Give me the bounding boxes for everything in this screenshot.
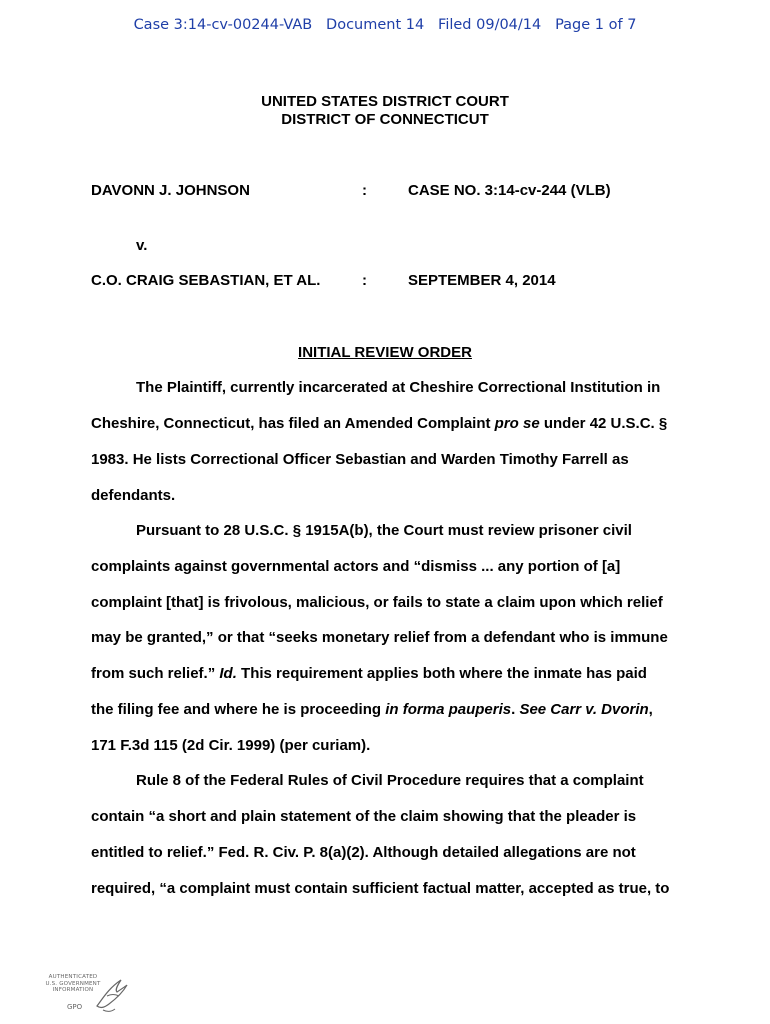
body-line: The Plaintiff, currently incarcerated at Cheshire Correctional Institution in bbox=[136, 379, 661, 396]
versus: v. bbox=[136, 237, 148, 254]
body-line: 171 F.3d 115 (2d Cir. 1999) (per curiam). bbox=[91, 737, 371, 754]
gpo-authentication-seal bbox=[43, 974, 133, 1018]
italic-term: pro se bbox=[494, 415, 540, 432]
body-text: the filing fee and where he is proceeding bbox=[91, 701, 386, 718]
case-header-stamp: Case 3:14-cv-00244-VAB Document 14 Filed 09/04/14 Page 1 of 7 bbox=[133, 17, 637, 33]
body-text: from such relief.” bbox=[91, 665, 220, 682]
body-line: complaint [that] is frivolous, malicious, or fails to state a claim upon which relief bbox=[91, 594, 663, 611]
body-text: . bbox=[511, 701, 520, 718]
citation: See Carr v. Dvorin bbox=[519, 701, 649, 718]
body-line: may be granted,” or that “seeks monetary relief from a defendant who is immune bbox=[91, 629, 668, 646]
seal-text: AUTHENTICATED U.S. GOVERNMENT INFORMATION bbox=[45, 974, 101, 993]
citation: Id. bbox=[219, 665, 237, 682]
body-text: , bbox=[648, 701, 653, 718]
plaintiff-name: DAVONN J. JOHNSON bbox=[91, 182, 250, 199]
seal-gpo-label: GPO bbox=[67, 1003, 83, 1011]
body-text: under 42 U.S.C. § bbox=[539, 415, 668, 432]
court-district: DISTRICT OF CONNECTICUT bbox=[281, 111, 489, 128]
body-text: Cheshire, Connecticut, has filed an Amended Complaint bbox=[91, 415, 495, 432]
defendant-name: C.O. CRAIG SEBASTIAN, ET AL. bbox=[91, 272, 321, 289]
caption-colon: : bbox=[362, 272, 367, 289]
body-line: Rule 8 of the Federal Rules of Civil Procedure requires that a complaint bbox=[136, 772, 644, 789]
case-number: CASE NO. 3:14-cv-244 (VLB) bbox=[408, 182, 611, 199]
body-line: 1983. He lists Correctional Officer Sebastian and Warden Timothy Farrell as bbox=[91, 451, 629, 468]
body-line bbox=[91, 665, 647, 682]
body-line: required, “a complaint must contain sufficient factual matter, accepted as true, to bbox=[91, 880, 670, 897]
body-line bbox=[91, 415, 667, 432]
italic-term: in forma pauperis bbox=[385, 701, 512, 718]
body-line: defendants. bbox=[91, 487, 176, 504]
body-text: This requirement applies both where the inmate has paid bbox=[236, 665, 647, 682]
body-line: entitled to relief.” Fed. R. Civ. P. 8(a)(2). Although detailed allegations are not bbox=[91, 844, 636, 861]
order-title: INITIAL REVIEW ORDER bbox=[298, 344, 472, 361]
caption-colon: : bbox=[362, 182, 367, 199]
court-heading bbox=[0, 93, 770, 129]
body-line: Pursuant to 28 U.S.C. § 1915A(b), the Court must review prisoner civil bbox=[136, 522, 632, 539]
filing-date: SEPTEMBER 4, 2014 bbox=[408, 272, 556, 289]
body-line: complaints against governmental actors and “dismiss ... any portion of [a] bbox=[91, 558, 621, 575]
body-line bbox=[91, 701, 653, 718]
body-line: contain “a short and plain statement of the claim showing that the pleader is bbox=[91, 808, 637, 825]
eagle-icon bbox=[93, 976, 129, 1016]
court-name: UNITED STATES DISTRICT COURT bbox=[261, 93, 509, 110]
